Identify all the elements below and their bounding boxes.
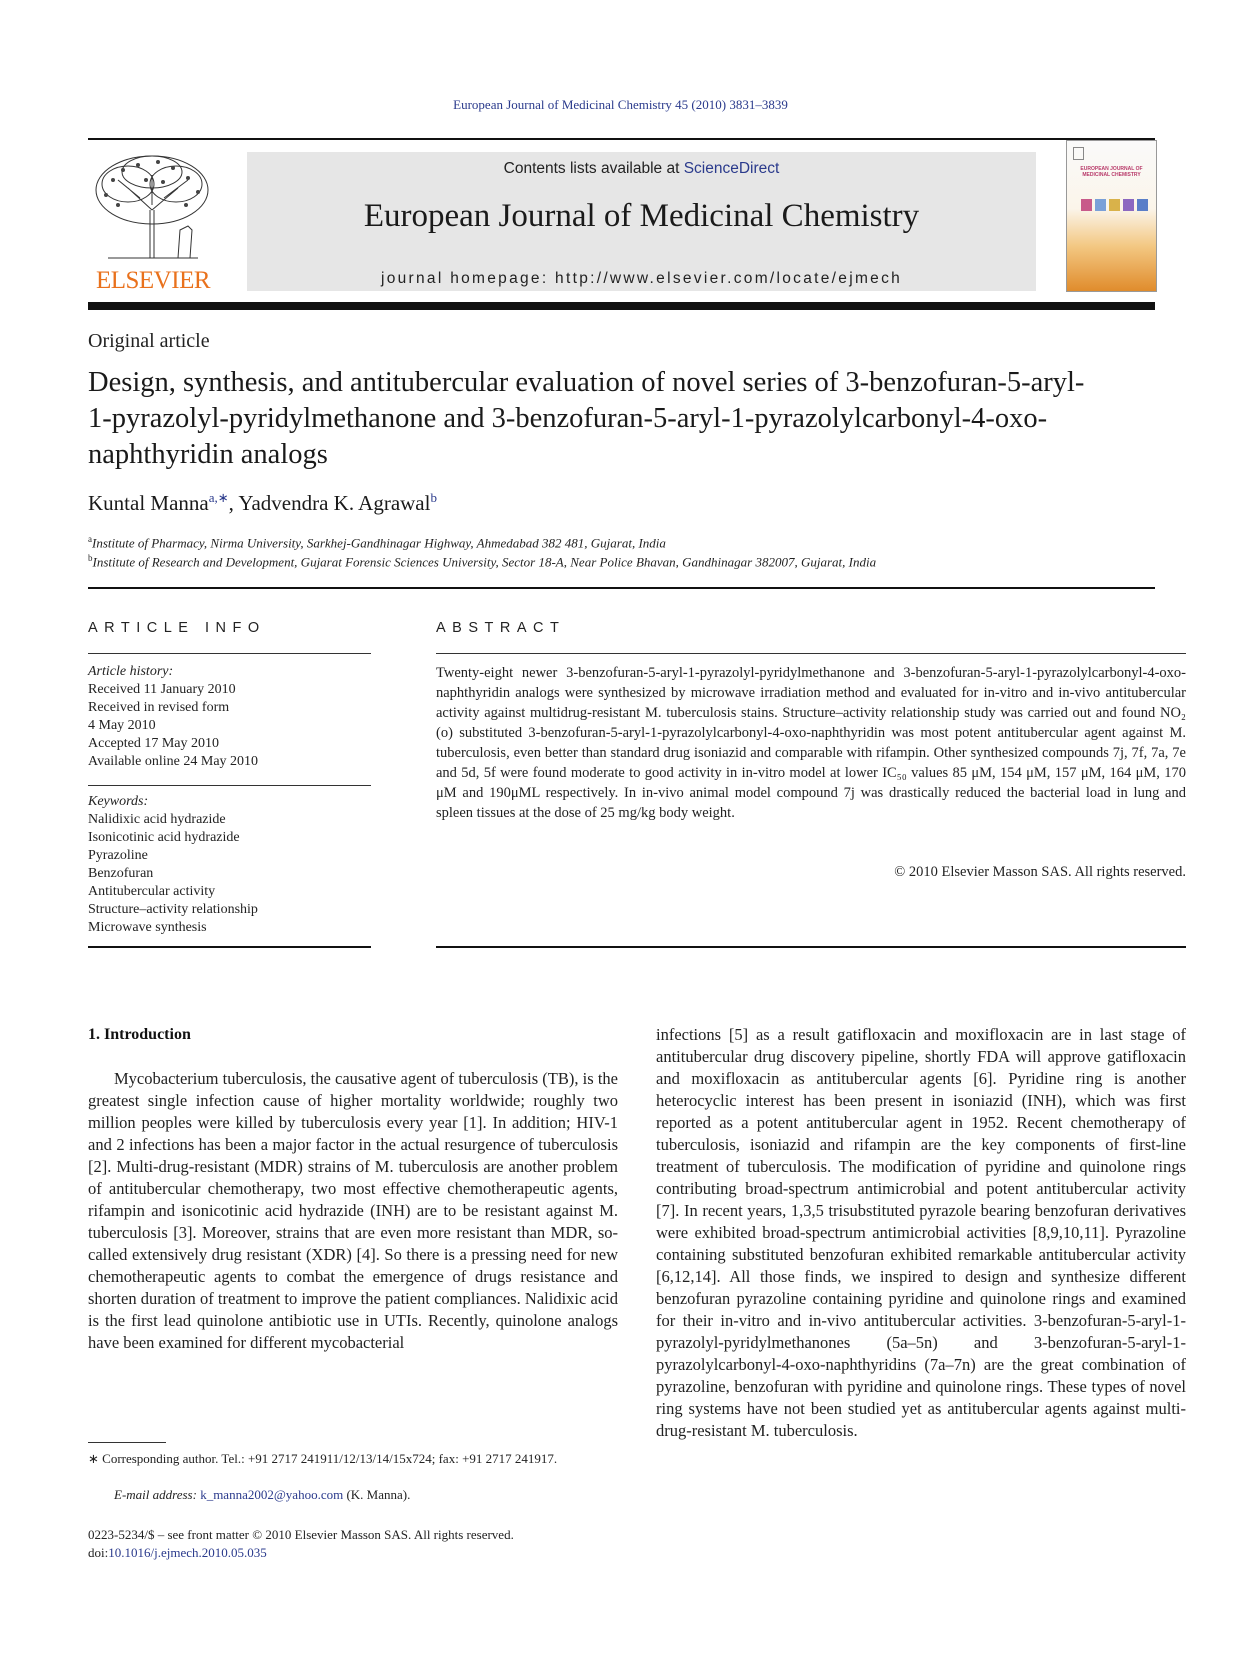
- abstract-bottom-rule: [436, 946, 1186, 948]
- cover-swatch: [1137, 199, 1148, 211]
- article-type: Original article: [88, 330, 210, 352]
- elsevier-logo: [88, 150, 218, 295]
- email-note: [114, 1486, 614, 1504]
- history-entry: Received 11 January 2010: [88, 682, 236, 697]
- history-entry: Accepted 17 May 2010: [88, 736, 220, 751]
- keyword: Benzofuran: [88, 866, 154, 881]
- section-heading-introduction: 1. Introduction: [88, 1026, 191, 1043]
- author-marks[interactable]: b: [430, 490, 437, 505]
- cover-logo-icon: [1073, 147, 1084, 160]
- article-history-label: Article history:: [88, 664, 174, 679]
- affiliation-b: $^b$Institute of Research and Development, Gujarat Forensic Sciences University, Sector 18-A, Near Police Bhavan, Gandhinagar 382007, Gujarat, India: [88, 553, 877, 570]
- keyword: Isonicotinic acid hydrazide: [88, 830, 240, 845]
- cover-swatch: [1081, 199, 1092, 211]
- author-name: Kuntal Manna: [88, 491, 209, 515]
- article-history: [88, 663, 371, 771]
- abstract-copyright: © 2010 Elsevier Masson SAS. All rights reserved.: [894, 864, 1186, 880]
- keyword: Pyrazoline: [88, 848, 148, 863]
- tree-icon: [88, 150, 218, 262]
- article-info-rule: [88, 653, 371, 654]
- doi-link[interactable]: 10.1016/j.ejmech.2010.05.035: [108, 1545, 267, 1560]
- cover-title: EUROPEAN JOURNAL OF MEDICINAL CHEMISTRY: [1080, 166, 1143, 178]
- author-marks[interactable]: a,∗: [208, 490, 229, 505]
- history-entry: 4 May 2010: [88, 718, 156, 733]
- author-name: Yadvendra K. Agrawal: [238, 491, 431, 515]
- email-link[interactable]: k_manna2002@yahoo.com: [200, 1487, 344, 1502]
- affiliation-a: $^a$Institute of Pharmacy, Nirma University, Sarkhej-Gandhinagar Highway, Ahmedabad 382 481, Gujarat, India: [88, 534, 666, 551]
- journal-header-box: [247, 152, 1036, 291]
- doi-note: [88, 1544, 648, 1562]
- affiliations-rule: [88, 587, 1155, 589]
- elsevier-wordmark: ELSEVIER: [95, 267, 211, 294]
- journal-cover-thumbnail: [1066, 140, 1157, 292]
- contents-line: [247, 160, 1036, 178]
- email-suffix: (K. Manna).: [343, 1487, 411, 1502]
- intro-paragraph-1: Mycobacterium tuberculosis, the causative agent of tuberculosis (TB), is the greatest single infection cause of higher mortality worldwide; roughly two million peoples were killed by tuberculosis every year [1]. In addition; HIV-1 and 2 infections has been a major factor in the actual resurgence of tuberculosis [2]. Multi-drug-resistant (MDR) strains of M. tuberculosis are another problem of antitubercular chemotherapy, two most effective chemotherapeutic agents, rifampin and isonicotinic acid hydrazide (INH) are to be resistant against M. tuberculosis [3]. Moreover, strains that are even more resistant than MDR, so-called extensively drug resistant (XDR) [4]. So there is a pressing need for new chemotherapeutic agents to combat the emergence of drugs resistance and shorten duration of treatment to improve the patient compliances. Nalidixic acid is the first lead quinolone antibiotic use in UTIs. Recently, quinolone analogs have been examined for different mycobacterial: [88, 1069, 618, 1352]
- corresponding-author-note: ∗ Corresponding author. Tel.: +91 2717 241911/12/13/14/15x724; fax: +91 2717 241917.: [88, 1451, 558, 1466]
- journal-citation[interactable]: European Journal of Medicinal Chemistry 45 (2010) 3831–3839: [453, 97, 788, 112]
- footnote-rule: [88, 1442, 166, 1443]
- info-bottom-rule: [88, 946, 371, 948]
- journal-homepage[interactable]: journal homepage: http://www.elsevier.com/locate/ejmech: [380, 270, 903, 287]
- journal-title: European Journal of Medicinal Chemistry: [363, 198, 920, 234]
- article-title: Design, synthesis, and antitubercular evaluation of novel series of 3-benzofuran-5-aryl-1-pyrazolyl-pyridylmethanone and 3-benzofuran-5-aryl-1-pyrazolylcarbonyl-4-oxo-naphthyridin analogs: [88, 367, 1085, 470]
- contents-prefix: Contents lists available at: [503, 160, 684, 177]
- keywords-rule: [88, 785, 371, 786]
- abstract-heading: ABSTRACT: [436, 620, 566, 636]
- abstract-text: Twenty-eight newer 3-benzofuran-5-aryl-1-pyrazolyl-pyridylmethanone and 3-benzofuran-5-aryl-1-pyrazolylcarbonyl-4-oxo-naphthyridin analogs were synthesized by microwave irradiation method and evaluated for in-vitro and in-vivo antitubercular activity against multidrug-resistant M. tuberculosis stains. Structure–activity relationship study was carried out and found NO₂ (o) substituted 3-benzofuran-5-aryl-1-pyrazolylcarbonyl-4-oxo-naphthyridin was most potent antitubercular agent against M. tuberculosis, even better than standard drug isoniazid and comparable with rifampin. Other synthesized compounds 7j, 7f, 7a, 7e and 5d, 5f were found moderate to good activity in in-vitro model at lower IC₅₀ values 85 μM, 154 μM, 157 μM, 164 μM, 170 μM and 190μML respectively. In in-vivo animal model compound 7j was drastically reduced the bacterial load in lung and spleen tissues at the dose of 25 mg/kg body weight.: [436, 665, 1186, 821]
- abstract-rule: [436, 653, 1186, 654]
- cover-swatch: [1123, 199, 1134, 211]
- intro-paragraph-2: infections [5] as a result gatifloxacin and moxifloxacin are in last stage of antitubercular drug discovery pipeline, shortly FDA will approve gatifloxacin and moxifloxacin as antitubercular agents [6]. Pyridine ring is another heterocyclic interest has been present in isoniazid (INH), which was first reported as a potent antitubercular agent in 1952. Recent chemotherapy of tuberculosis, isoniazid and rifampin are the key components of first-line treatment of tuberculosis. The modification of pyridine and quinolone rings contributing broad-spectrum antimicrobial and potent antitubercular activity [7]. In recent years, 1,3,5 trisubstituted pyrazole bearing benzofuran derivatives were exhibited broad-spectrum antimicrobial activities [8,9,10,11]. Pyrazoline containing substituted benzofuran exhibited remarkable antitubercular activity [6,12,14]. All those finds, we inspired to design and synthesize different benzofuran pyrazoline containing pyridine and quinolone rings and examined for their in-vitro and in-vivo antitubercular activities. 3-benzofuran-5-aryl-1-pyrazolyl-pyridylmethanones (5a–5n) and 3-benzofuran-5-aryl-1-pyrazolylcarbonyl-4-oxo-naphthyridins (7a–7n) are the great combination of pyrazoline, benzofuran with pyridine and quinolone rings. These types of novel ring systems have not been studied yet as antitubercular agents against multi-drug-resistant M. tuberculosis.: [656, 1025, 1186, 1440]
- history-entry: Received in revised form: [88, 700, 230, 715]
- keyword: Microwave synthesis: [88, 920, 207, 935]
- cover-swatch: [1109, 199, 1120, 211]
- author-list: Kuntal Manna$^{a,∗}$, Yadvendra K. Agrawal$^b$: [88, 490, 437, 515]
- email-label: E-mail address:: [114, 1487, 201, 1502]
- front-matter-note: 0223-5234/$ – see front matter © 2010 Elsevier Masson SAS. All rights reserved.: [88, 1527, 514, 1542]
- keyword: Nalidixic acid hydrazide: [88, 812, 226, 827]
- doi-label: doi:: [88, 1545, 109, 1560]
- cover-swatch: [1095, 199, 1106, 211]
- article-info-heading: ARTICLE INFO: [88, 620, 266, 636]
- sciencedirect-link[interactable]: ScienceDirect: [683, 160, 780, 177]
- header-bottom-rule: [88, 302, 1155, 310]
- keyword: Antitubercular activity: [88, 884, 216, 899]
- history-entry: Available online 24 May 2010: [88, 754, 259, 769]
- keyword: Structure–activity relationship: [88, 902, 258, 917]
- keywords-label: Keywords:: [88, 794, 149, 809]
- keywords: [88, 793, 371, 937]
- header-top-rule: [88, 138, 1155, 140]
